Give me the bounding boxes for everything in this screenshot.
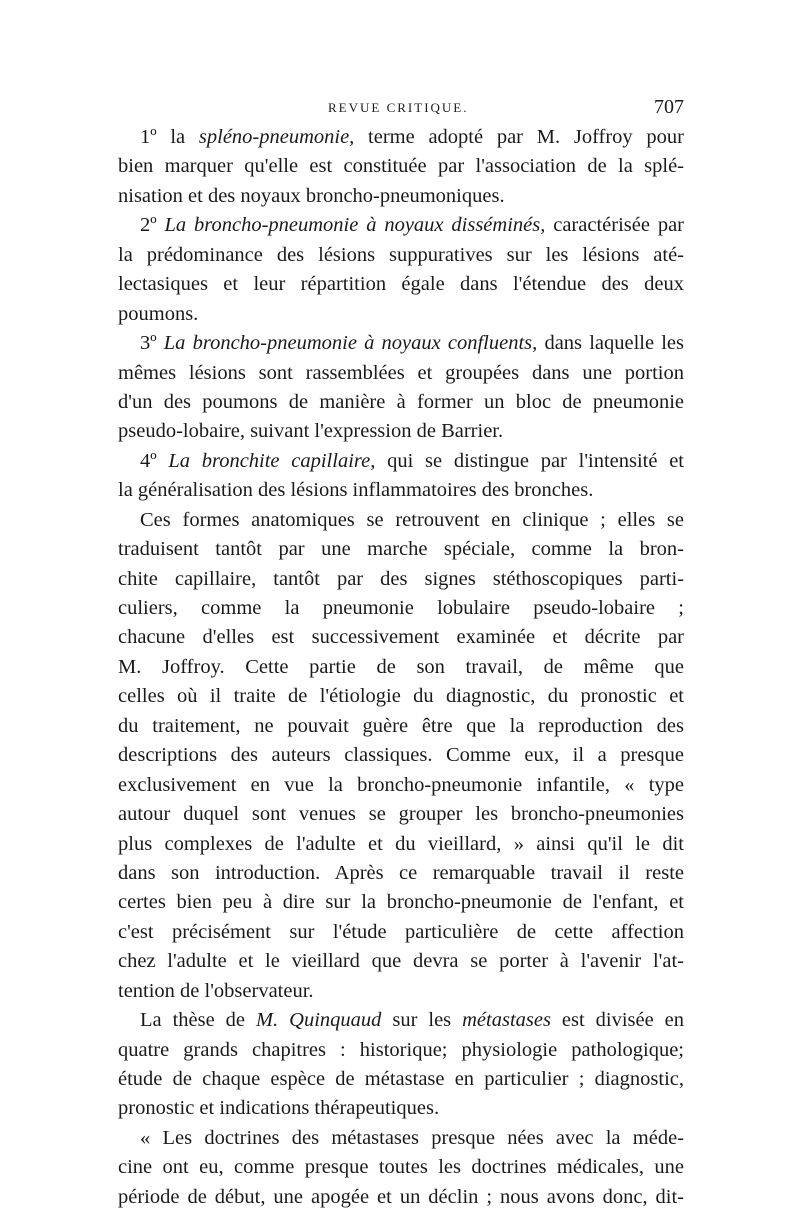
italic-text: spléno-pneumonie,	[198, 126, 355, 148]
text-line	[118, 565, 684, 594]
text-line	[118, 359, 684, 388]
text-run: quatre grands chapitres : historique; physiologie pathologique;	[118, 1038, 684, 1061]
text-line	[118, 800, 684, 829]
italic-text: M. Quinquaud	[255, 1009, 382, 1032]
text-run: chite capillaire, tantôt par des signes stéthoscopiques parti-	[118, 567, 684, 590]
text-run: du traitement, ne pouvait guère être que la reproduction des	[118, 714, 684, 737]
text-run: traduisent tantôt par une marche spéciale, comme la bron-	[118, 538, 684, 561]
text-line	[118, 447, 684, 476]
text-line	[118, 947, 684, 976]
page-number: 707	[654, 96, 684, 118]
text-run: 4º	[140, 449, 169, 472]
text-run: La thèse de	[140, 1009, 256, 1032]
text-line	[118, 888, 684, 917]
text-line	[118, 152, 684, 181]
italic-text: La bronchite capillaire,	[168, 449, 376, 472]
italic-text: La broncho-pneumonie à noyaux confluents,	[163, 332, 538, 355]
running-title: REVUE CRITIQUE.	[328, 100, 469, 115]
text-run: qui se distingue par l'intensité et	[375, 449, 684, 472]
text-line	[118, 1006, 684, 1035]
page-header	[118, 96, 684, 124]
text-line	[118, 712, 684, 741]
text-run: bien marquer qu'elle est constituée par l'association de la splé-	[118, 155, 684, 178]
text-line	[118, 329, 684, 358]
text-run: terme adopté par M. Joffroy pour	[354, 126, 684, 148]
text-run: Ces formes anatomiques se retrouvent en clinique ; elles se	[140, 508, 684, 531]
text-line	[118, 1065, 684, 1094]
body-text	[118, 123, 684, 1212]
text-run: poumons.	[118, 302, 199, 325]
text-line	[118, 270, 684, 299]
text-run: dans laquelle les	[537, 332, 685, 355]
text-run: 1º la	[140, 126, 199, 148]
text-run: pseudo-lobaire, suivant l'expression de Barrier.	[118, 420, 504, 443]
text-run: lectasiques et leur répartition égale dans l'étendue des deux	[118, 273, 684, 296]
text-run: exclusivement en vue la broncho-pneumonie infantile, « type	[118, 773, 684, 796]
text-line	[118, 182, 684, 211]
text-line	[118, 1124, 684, 1153]
text-run: descriptions des auteurs classiques. Comme eux, il a presque	[118, 744, 684, 767]
text-run: cine ont eu, comme presque toutes les doctrines médicales, une	[118, 1156, 684, 1179]
text-line	[118, 241, 684, 270]
text-line	[118, 123, 684, 152]
text-line	[118, 918, 684, 947]
text-run: celles où il traite de l'étiologie du diagnostic, du pronostic et	[118, 685, 684, 708]
text-line	[118, 741, 684, 770]
text-line	[118, 1094, 684, 1123]
italic-text: métastases	[462, 1009, 551, 1032]
text-line	[118, 211, 684, 240]
text-line	[118, 506, 684, 535]
text-run: période de début, une apogée et un déclin ; nous avons donc, dit-	[118, 1185, 684, 1208]
text-run: M. Joffroy. Cette partie de son travail, de même que	[118, 655, 684, 678]
text-run: chez l'adulte et le vieillard que devra se porter à l'avenir l'at-	[118, 950, 684, 973]
text-run: la prédominance des lésions suppuratives sur les lésions até-	[118, 243, 684, 266]
text-line	[118, 977, 684, 1006]
text-run: la généralisation des lésions inflammatoires des bronches.	[118, 479, 594, 502]
text-run: dans son introduction. Après ce remarquable travail il reste	[118, 861, 684, 884]
text-run: mêmes lésions sont rassemblées et groupées dans une portion	[118, 361, 684, 384]
text-line	[118, 653, 684, 682]
text-run: plus complexes de l'adulte et du vieillard, » ainsi qu'il le dit	[118, 832, 684, 855]
text-run: 2º	[140, 214, 165, 237]
text-run: certes bien peu à dire sur la broncho-pneumonie de l'enfant, et	[118, 891, 684, 914]
text-line	[118, 476, 684, 505]
text-run: pronostic et indications thérapeutiques.	[118, 1097, 440, 1120]
text-run: c'est précisément sur l'étude particulière de cette affection	[118, 920, 684, 943]
text-line	[118, 830, 684, 859]
text-run: nisation et des noyaux broncho-pneumoniques.	[118, 184, 505, 207]
text-line	[118, 300, 684, 329]
text-line	[118, 535, 684, 564]
text-run: étude de chaque espèce de métastase en particulier ; diagnostic,	[118, 1068, 684, 1090]
text-line	[118, 1036, 684, 1065]
text-line	[118, 594, 684, 623]
text-run: caractérisée par	[545, 214, 684, 237]
text-run: chacune d'elles est successivement examinée et décrite par	[118, 626, 684, 649]
text-line	[118, 1153, 684, 1182]
text-run: culiers, comme la pneumonie lobulaire pseudo-lobaire ;	[118, 597, 684, 619]
text-line	[118, 682, 684, 711]
text-run: d'un des poumons de manière à former un bloc de pneumonie	[118, 390, 684, 413]
text-run: « Les doctrines des métastases presque nées avec la méde-	[140, 1126, 684, 1149]
text-line	[118, 388, 684, 417]
text-line	[118, 623, 684, 652]
text-run: tention de l'observateur.	[118, 979, 314, 1002]
text-run: sur les	[381, 1009, 463, 1032]
text-line	[118, 417, 684, 446]
text-line	[118, 771, 684, 800]
text-run: 3º	[140, 332, 164, 355]
text-line	[118, 859, 684, 888]
text-line	[118, 1183, 684, 1212]
italic-text: La broncho-pneumonie à noyaux disséminés,	[164, 214, 546, 237]
text-run: est divisée en	[550, 1009, 685, 1032]
text-run: autour duquel sont venues se grouper les broncho-pneumonies	[118, 803, 684, 826]
